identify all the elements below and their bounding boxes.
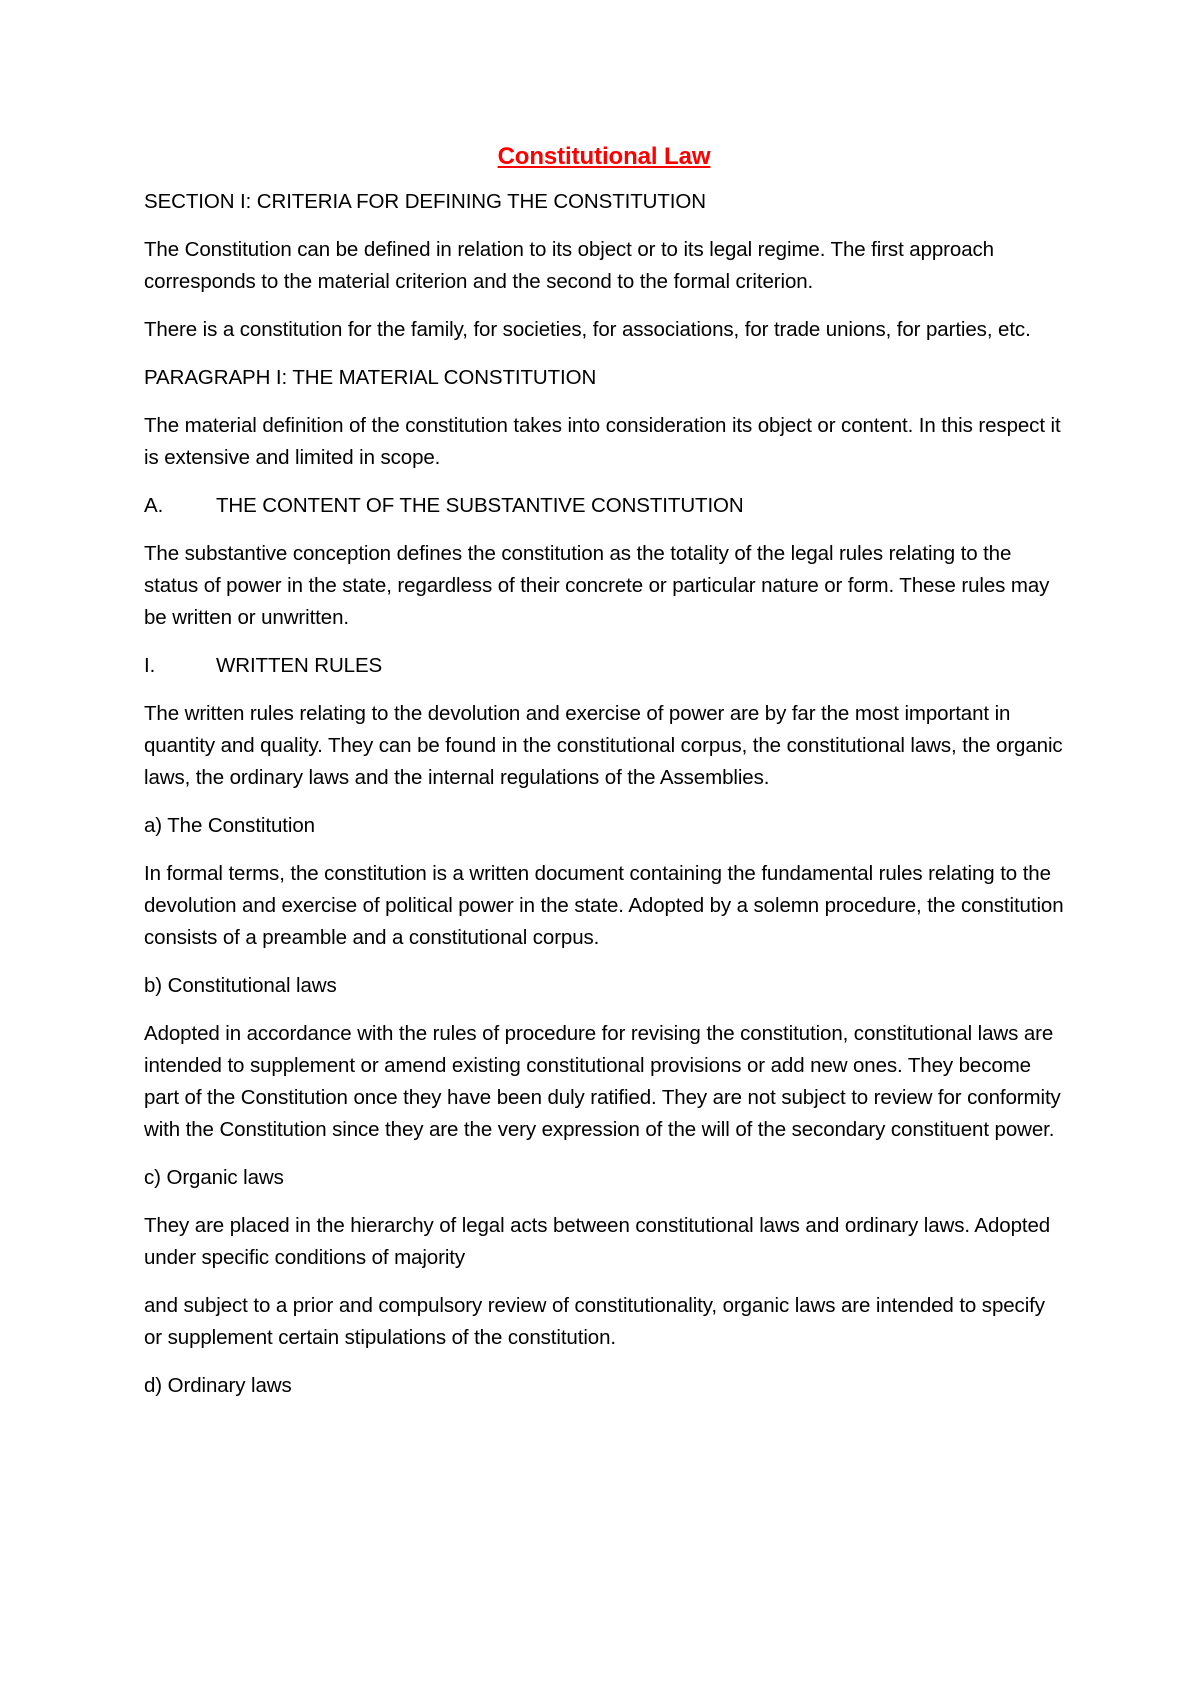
paragraph: The Constitution can be defined in relation to its object or to its legal regime. The first approach corresponds to the material criterion and the second to the formal criterion. xyxy=(144,238,994,293)
subheading: d) Ordinary laws xyxy=(144,1374,292,1397)
paragraph: The substantive conception defines the constitution as the totality of the legal rules relating to the status of power in the state, regardless of their concrete or particular nature or form. These rules may be written or unwritten. xyxy=(144,542,1050,629)
list-heading-i xyxy=(144,650,1064,682)
section-heading: SECTION I: CRITERIA FOR DEFINING THE CONSTITUTION xyxy=(144,190,706,213)
paragraph: The written rules relating to the devolution and exercise of power are by far the most important in quantity and quality. They can be found in the constitutional corpus, the constitutional laws, the organic laws, the ordinary laws and the internal regulations of the Assemblies. xyxy=(144,702,1063,789)
document-body xyxy=(144,140,1064,1418)
paragraph: In formal terms, the constitution is a written document containing the fundamental rules relating to the devolution and exercise of political power in the state. Adopted by a solemn procedure, the constitution consists of a preamble and a constitutional corpus. xyxy=(144,862,1064,949)
list-heading-a xyxy=(144,490,1064,522)
paragraph-heading: PARAGRAPH I: THE MATERIAL CONSTITUTION xyxy=(144,366,597,389)
list-heading-text: THE CONTENT OF THE SUBSTANTIVE CONSTITUTION xyxy=(216,494,744,517)
paragraph: They are placed in the hierarchy of legal acts between constitutional laws and ordinary laws. Adopted under specific conditions of majority xyxy=(144,1214,1051,1269)
list-marker: I. xyxy=(144,654,156,677)
paragraph: and subject to a prior and compulsory review of constitutionality, organic laws are intended to specify or supplement certain stipulations of the constitution. xyxy=(144,1294,1045,1349)
document-title: Constitutional Law xyxy=(497,143,711,170)
paragraph: Adopted in accordance with the rules of procedure for revising the constitution, constitutional laws are intended to supplement or amend existing constitutional provisions or add new ones. They become part of the Constitution once they have been duly ratified. They are not subject to review for conformity with the Constitution since they are the very expression of the will of the secondary constituent power. xyxy=(144,1022,1061,1141)
subheading: b) Constitutional laws xyxy=(144,974,337,997)
subheading: a) The Constitution xyxy=(144,814,315,837)
list-marker: A. xyxy=(144,494,164,517)
subheading: c) Organic laws xyxy=(144,1166,284,1189)
list-heading-text: WRITTEN RULES xyxy=(216,654,383,677)
paragraph: There is a constitution for the family, for societies, for associations, for trade unions, for parties, etc. xyxy=(144,318,1031,341)
paragraph: The material definition of the constitution takes into consideration its object or content. In this respect it is extensive and limited in scope. xyxy=(144,414,1061,469)
